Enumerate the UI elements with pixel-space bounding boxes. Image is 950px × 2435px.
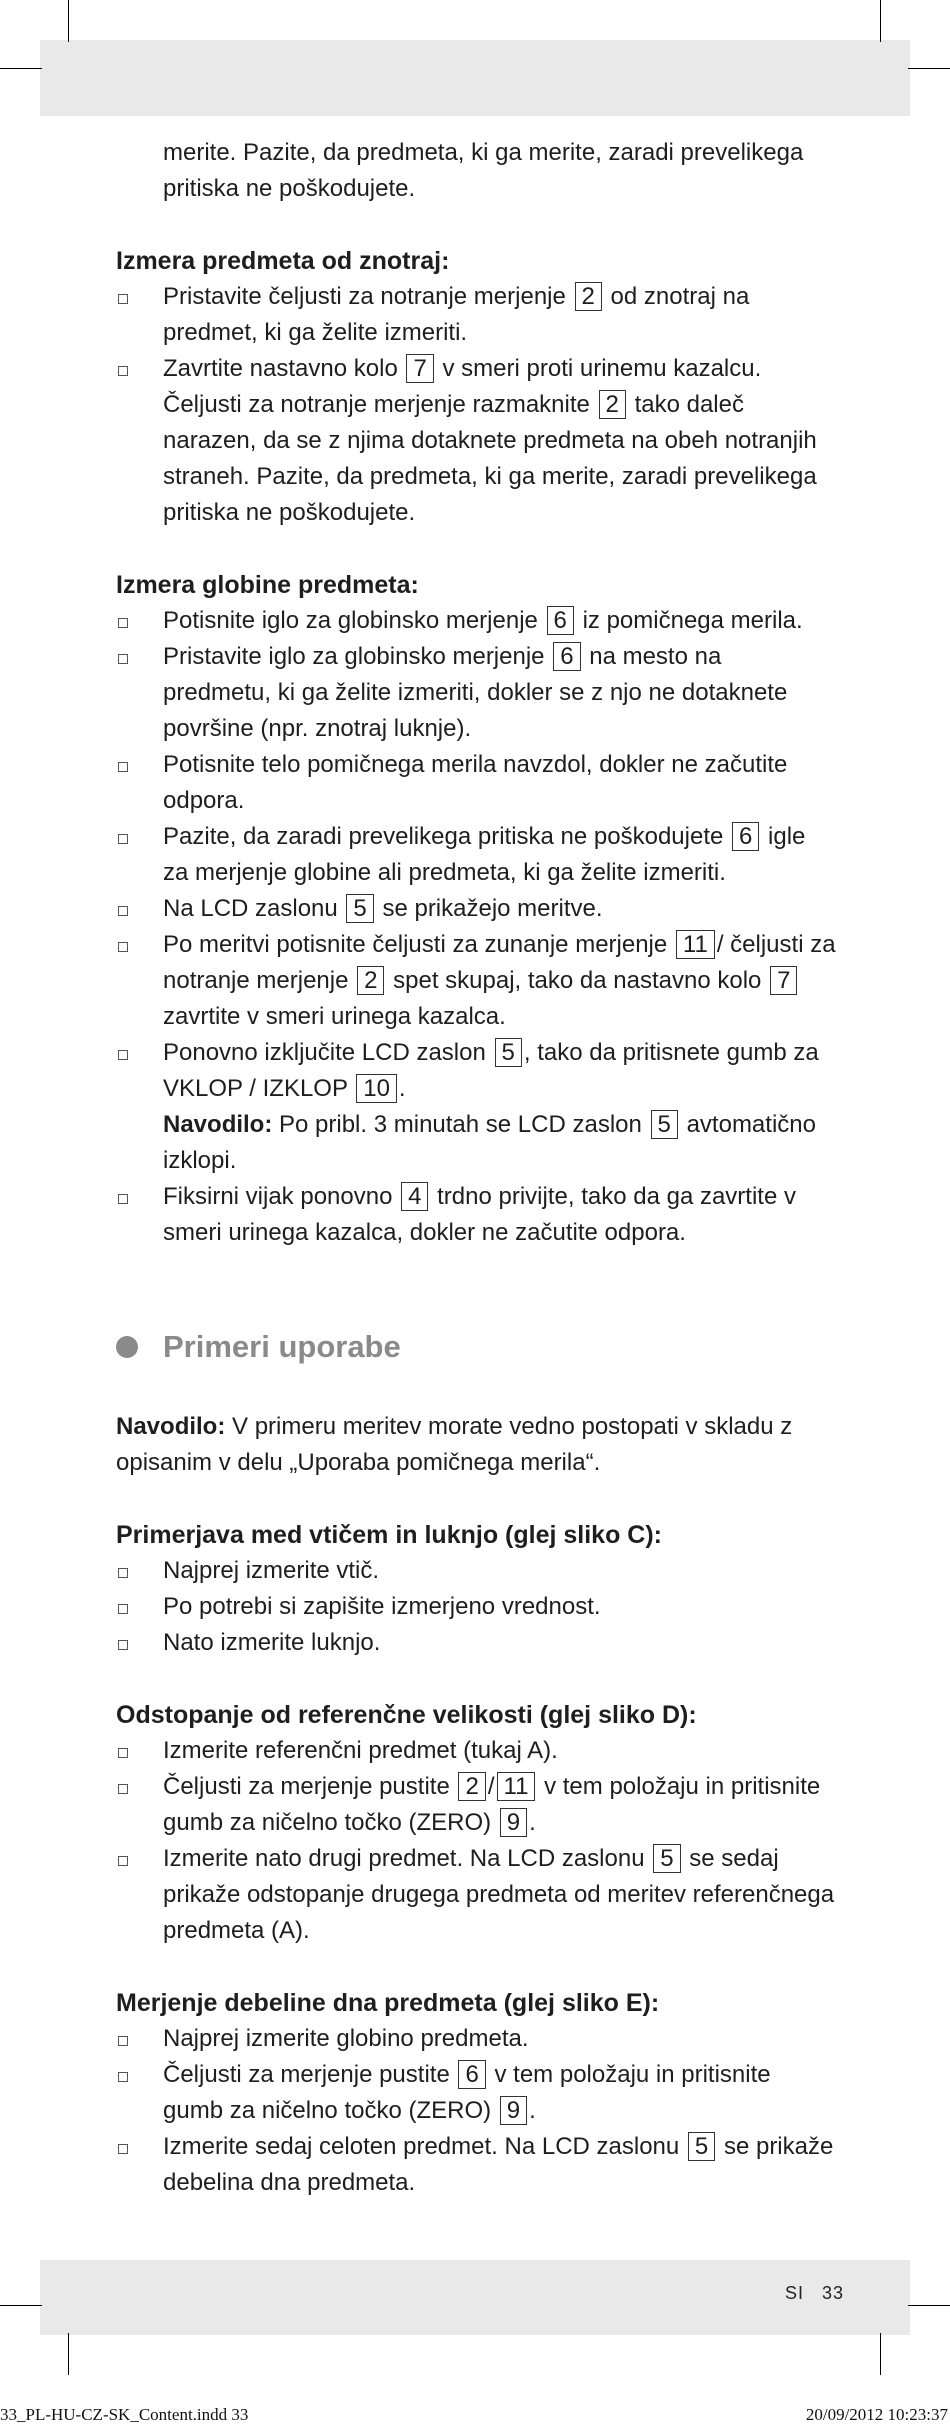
checkbox-icon xyxy=(118,366,128,376)
part-ref: 10 xyxy=(356,1074,397,1103)
print-slug-file: 33_PL-HU-CZ-SK_Content.indd 33 xyxy=(0,2405,249,2424)
checkbox-icon xyxy=(118,1640,128,1650)
checkbox-icon xyxy=(118,1194,128,1204)
part-ref: 2 xyxy=(599,390,626,419)
part-ref: 11 xyxy=(676,930,715,959)
list-item: Najprej izmerite vtič. xyxy=(116,1553,836,1589)
part-ref: 9 xyxy=(500,1808,527,1837)
list-item: Potisnite iglo za globinsko merjenje 6 iz pomičnega merila. xyxy=(116,603,836,639)
list-item: Na LCD zaslonu 5 se prikažejo meritve. xyxy=(116,891,836,927)
part-ref: 2 xyxy=(575,282,602,311)
print-slug-timestamp: 20/09/2012 10:23:37 xyxy=(805,2405,948,2424)
part-ref: 2 xyxy=(357,966,384,995)
part-ref: 7 xyxy=(770,966,797,995)
part-ref: 6 xyxy=(547,606,574,635)
note-label: Navodilo: xyxy=(163,1111,273,1138)
list-item: Izmerite referenčni predmet (tukaj A). xyxy=(116,1733,836,1769)
examples-note: Navodilo: V primeru meritev morate vedno postopati v skladu z opisanim v delu „Uporaba pomičnega merila“. xyxy=(116,1413,793,1476)
heading-depth-measure: Izmera globine predmeta: xyxy=(116,571,419,599)
crop-mark xyxy=(880,2333,881,2375)
list-depth-measure xyxy=(116,603,836,1251)
section-title-text: Primeri uporabe xyxy=(163,1329,401,1364)
list-item: Po potrebi si zapišite izmerjeno vrednost. xyxy=(116,1589,836,1625)
part-ref: 4 xyxy=(401,1182,428,1211)
crop-mark xyxy=(908,2305,950,2306)
part-ref: 6 xyxy=(553,642,580,671)
checkbox-icon xyxy=(118,2072,128,2082)
list-item: Pristavite iglo za globinsko merjenje 6 na mesto na predmetu, ki ga želite izmeriti, dokler se z njo ne dotaknete površine (npr. znotraj luknje). xyxy=(116,639,836,747)
crop-mark xyxy=(0,68,42,69)
crop-mark xyxy=(68,0,69,42)
list-item: Izmerite sedaj celoten predmet. Na LCD zaslonu 5 se prikaže debelina dna predmeta. xyxy=(116,2129,836,2201)
header-band xyxy=(40,40,910,116)
part-ref: 5 xyxy=(651,1110,678,1139)
checkbox-icon xyxy=(118,942,128,952)
checkbox-icon xyxy=(118,834,128,844)
list-item: Ponovno izključite LCD zaslon 5 , tako da pritisnete gumb za VKLOP / IZKLOP 10 . Navodilo: Po pribl. 3 minutah se LCD zaslon 5 avtomatično izklopi. xyxy=(116,1035,836,1179)
list-item: Potisnite telo pomičnega merila navzdol, dokler ne začutite odpora. xyxy=(116,747,836,819)
checkbox-icon xyxy=(118,2036,128,2046)
footer-band xyxy=(40,2260,910,2335)
list-item: Fiksirni vijak ponovno 4 trdno privijte, tako da ga zavrtite v smeri urinega kazalca, dokler ne začutite odpora. xyxy=(116,1179,836,1251)
page-number: SI 33 xyxy=(785,2283,845,2303)
checkbox-icon xyxy=(118,762,128,772)
part-ref: 5 xyxy=(346,894,373,923)
checkbox-icon xyxy=(118,618,128,628)
section-title xyxy=(116,1323,836,1373)
continuation-text: merite. Pazite, da predmeta, ki ga merite, zaradi prevelikega pritiska ne poškodujete. xyxy=(163,139,804,202)
list-plug-hole xyxy=(116,1553,836,1661)
heading-plug-hole: Primerjava med vtičem in luknjo (glej sliko C): xyxy=(116,1521,662,1549)
part-ref: 6 xyxy=(732,822,759,851)
bullet-dot-icon xyxy=(116,1336,138,1358)
crop-mark xyxy=(880,0,881,42)
crop-mark xyxy=(0,2305,42,2306)
checkbox-icon xyxy=(118,294,128,304)
checkbox-icon xyxy=(118,654,128,664)
list-item: Po meritvi potisnite čeljusti za zunanje merjenje 11 / čeljusti za notranje merjenje 2 spet skupaj, tako da nastavno kolo 7 zavrtite v smeri urinega kazalca. xyxy=(116,927,836,1035)
list-item: Čeljusti za merjenje pustite 6 v tem položaju in pritisnite gumb za ničelno točko (ZERO) 9 . xyxy=(116,2057,836,2129)
part-ref: 2 xyxy=(458,1772,485,1801)
part-ref: 11 xyxy=(497,1772,536,1801)
checkbox-icon xyxy=(118,1856,128,1866)
checkbox-icon xyxy=(118,906,128,916)
checkbox-icon xyxy=(118,1784,128,1794)
checkbox-icon xyxy=(118,1568,128,1578)
checkbox-icon xyxy=(118,1748,128,1758)
list-reference-deviation xyxy=(116,1733,836,1949)
list-item: Pristavite čeljusti za notranje merjenje 2 od znotraj na predmet, ki ga želite izmeriti. xyxy=(116,279,836,351)
list-item: Nato izmerite luknjo. xyxy=(116,1625,836,1661)
part-ref: 6 xyxy=(458,2060,485,2089)
checkbox-icon xyxy=(118,2144,128,2154)
part-ref: 5 xyxy=(495,1038,522,1067)
list-bottom-thickness xyxy=(116,2021,836,2201)
list-item: Pazite, da zaradi prevelikega pritiska ne poškodujete 6 igle za merjenje globine ali predmeta, ki ga želite izmeriti. xyxy=(116,819,836,891)
page-content xyxy=(116,135,836,2201)
part-ref: 5 xyxy=(653,1844,680,1873)
heading-inside-measure: Izmera predmeta od znotraj: xyxy=(116,247,450,275)
part-ref: 7 xyxy=(406,354,433,383)
list-item: Najprej izmerite globino predmeta. xyxy=(116,2021,836,2057)
list-item: Izmerite nato drugi predmet. Na LCD zaslonu 5 se sedaj prikaže odstopanje drugega predmeta od meritev referenčnega predmeta (A). xyxy=(116,1841,836,1949)
part-ref: 5 xyxy=(688,2132,715,2161)
list-inside-measure xyxy=(116,279,836,531)
heading-bottom-thickness: Merjenje debeline dna predmeta (glej sliko E): xyxy=(116,1989,660,2017)
heading-reference-deviation: Odstopanje od referenčne velikosti (glej sliko D): xyxy=(116,1701,697,1729)
crop-mark xyxy=(908,68,950,69)
checkbox-icon xyxy=(118,1050,128,1060)
list-item: Zavrtite nastavno kolo 7 v smeri proti urinemu kazalcu. Čeljusti za notranje merjenje razmaknite 2 tako daleč narazen, da se z njima dotaknete predmeta na obeh notranjih straneh. Pazite, da predmeta, ki ga merite, zaradi prevelikega pritiska ne poškodujete. xyxy=(116,351,836,531)
list-item: Čeljusti za merjenje pustite 2 / 11 v tem položaju in pritisnite gumb za ničelno točko (ZERO) 9 . xyxy=(116,1769,836,1841)
checkbox-icon xyxy=(118,1604,128,1614)
crop-mark xyxy=(68,2333,69,2375)
part-ref: 9 xyxy=(500,2096,527,2125)
